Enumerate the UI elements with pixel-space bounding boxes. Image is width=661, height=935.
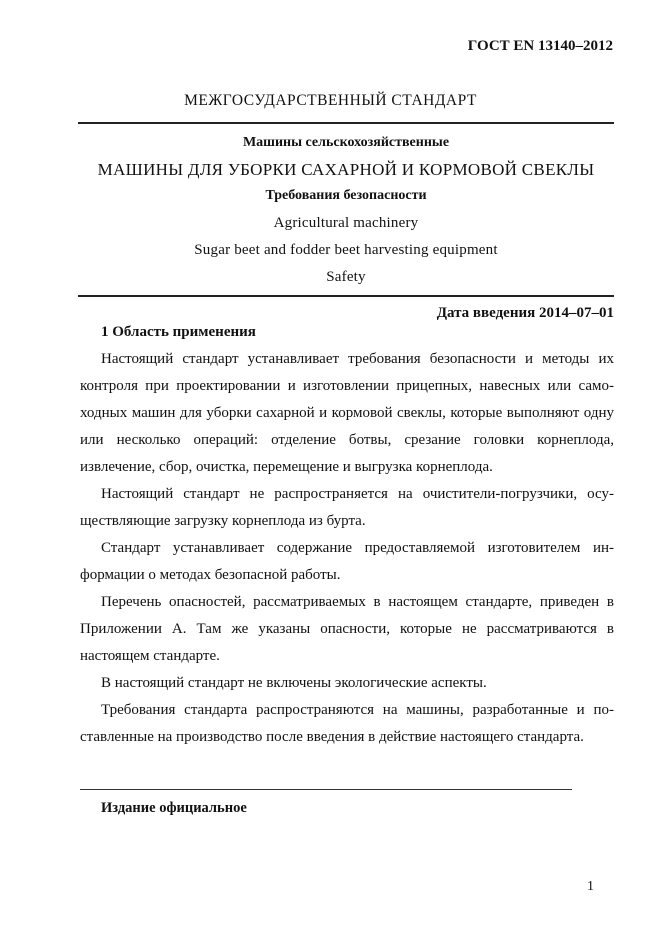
title-divider <box>78 295 614 297</box>
document-title: МАШИНЫ ДЛЯ УБОРКИ САХАРНОЙ И КОРМОВОЙ СВЕКЛЫ <box>97 160 595 179</box>
paragraph-scope: Настоящий стандарт устанавливает требования безопасности и методы их контроля при проектировании и изготовлении прицепных, навесных или само-ходных машин для уборки сахарной и кормовой свеклы, которые выполняют одну или несколько операций: отделение ботвы, срезание головки корнеплода, извлечение, сбор, очистка, перемещение и выгрузка корнеплода. <box>80 351 614 475</box>
paragraph-information: Стандарт устанавливает содержание предоставляемой изготовителем ин-формации о методах безопасной работы. <box>80 540 614 583</box>
requirements-heading: Требования безопасности <box>265 188 427 203</box>
footnote-divider <box>80 789 572 790</box>
english-subject: Agricultural machinery <box>273 215 419 231</box>
english-requirements: Safety <box>326 269 366 285</box>
document-code: ГОСТ EN 13140–2012 <box>467 38 613 54</box>
top-divider <box>78 122 614 124</box>
english-title: Sugar beet and fodder beet harvesting equipment <box>194 242 498 258</box>
paragraph-ecology: В настоящий стандарт не включены экологические аспекты. <box>101 675 487 691</box>
standard-type-heading: МЕЖГОСУДАРСТВЕННЫЙ СТАНДАРТ <box>184 92 477 109</box>
paragraph-exclusion: Настоящий стандарт не распространяется на очистители-погрузчики, осу-ществляющие загрузку корнеплода из бурта. <box>80 486 614 529</box>
paragraph-applicability: Требования стандарта распространяются на машины, разработанные и по-ставленные на производство после введения в действие настоящего стандарта. <box>80 702 614 745</box>
page-number: 1 <box>587 879 594 894</box>
introduction-date: Дата введения 2014–07–01 <box>436 305 614 321</box>
edition-label: Издание официальное <box>101 800 247 816</box>
section-heading: 1 Область применения <box>101 324 256 340</box>
subject-heading: Машины сельскохозяйственные <box>242 135 450 150</box>
paragraph-hazards: Перечень опасностей, рассматриваемых в настоящем стандарте, приведен в Приложении А. Там же указаны опасности, которые не рассматриваются в настоящем стандарте. <box>80 594 614 664</box>
